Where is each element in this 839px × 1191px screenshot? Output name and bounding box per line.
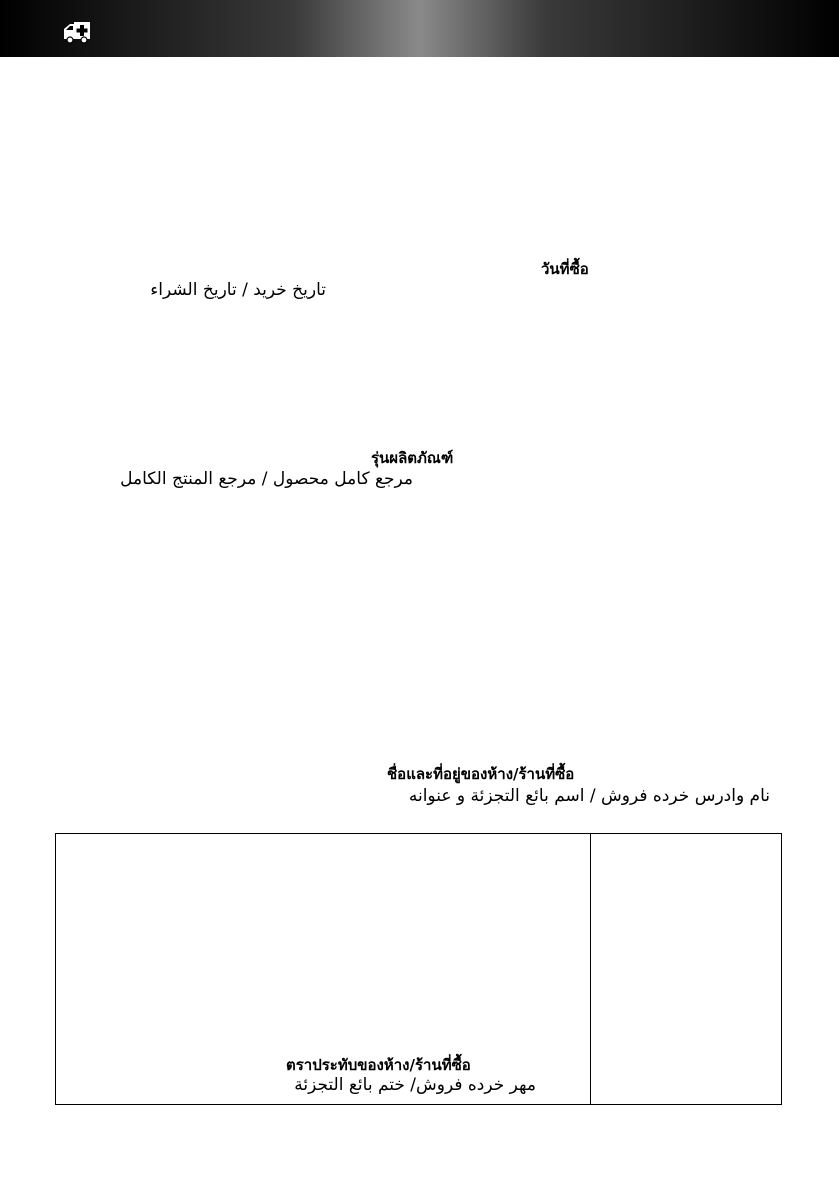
retailer-name-label-ar: نام وادرس خرده فروش / اسم بائع التجزئة و عنوانه [408, 786, 770, 806]
purchase-date-label-ar: تاریخ خرید / تاريخ الشراء [150, 280, 326, 300]
product-model-label-ar: مرجع کامل محصول / مرجع المنتج الكامل [120, 469, 413, 489]
retailer-name-label-th: ชื่อและที่อยู่ของห้าง/ร้านที่ซื้อ [387, 765, 575, 783]
purchase-date-label-th: วันที่ซื้อ [541, 260, 589, 278]
stamp-box-divider [590, 834, 591, 1104]
product-model-label-th: รุ่นผลิตภัณฑ์ [371, 449, 454, 467]
retailer-stamp-label-th: ตราประทับของห้าง/ร้านที่ซื้อ [286, 1056, 471, 1074]
retailer-stamp-label-ar: مهر خرده فروش/ ختم بائع التجزئة [294, 1075, 536, 1095]
header-bar [0, 0, 839, 57]
ambulance-icon [62, 20, 92, 44]
